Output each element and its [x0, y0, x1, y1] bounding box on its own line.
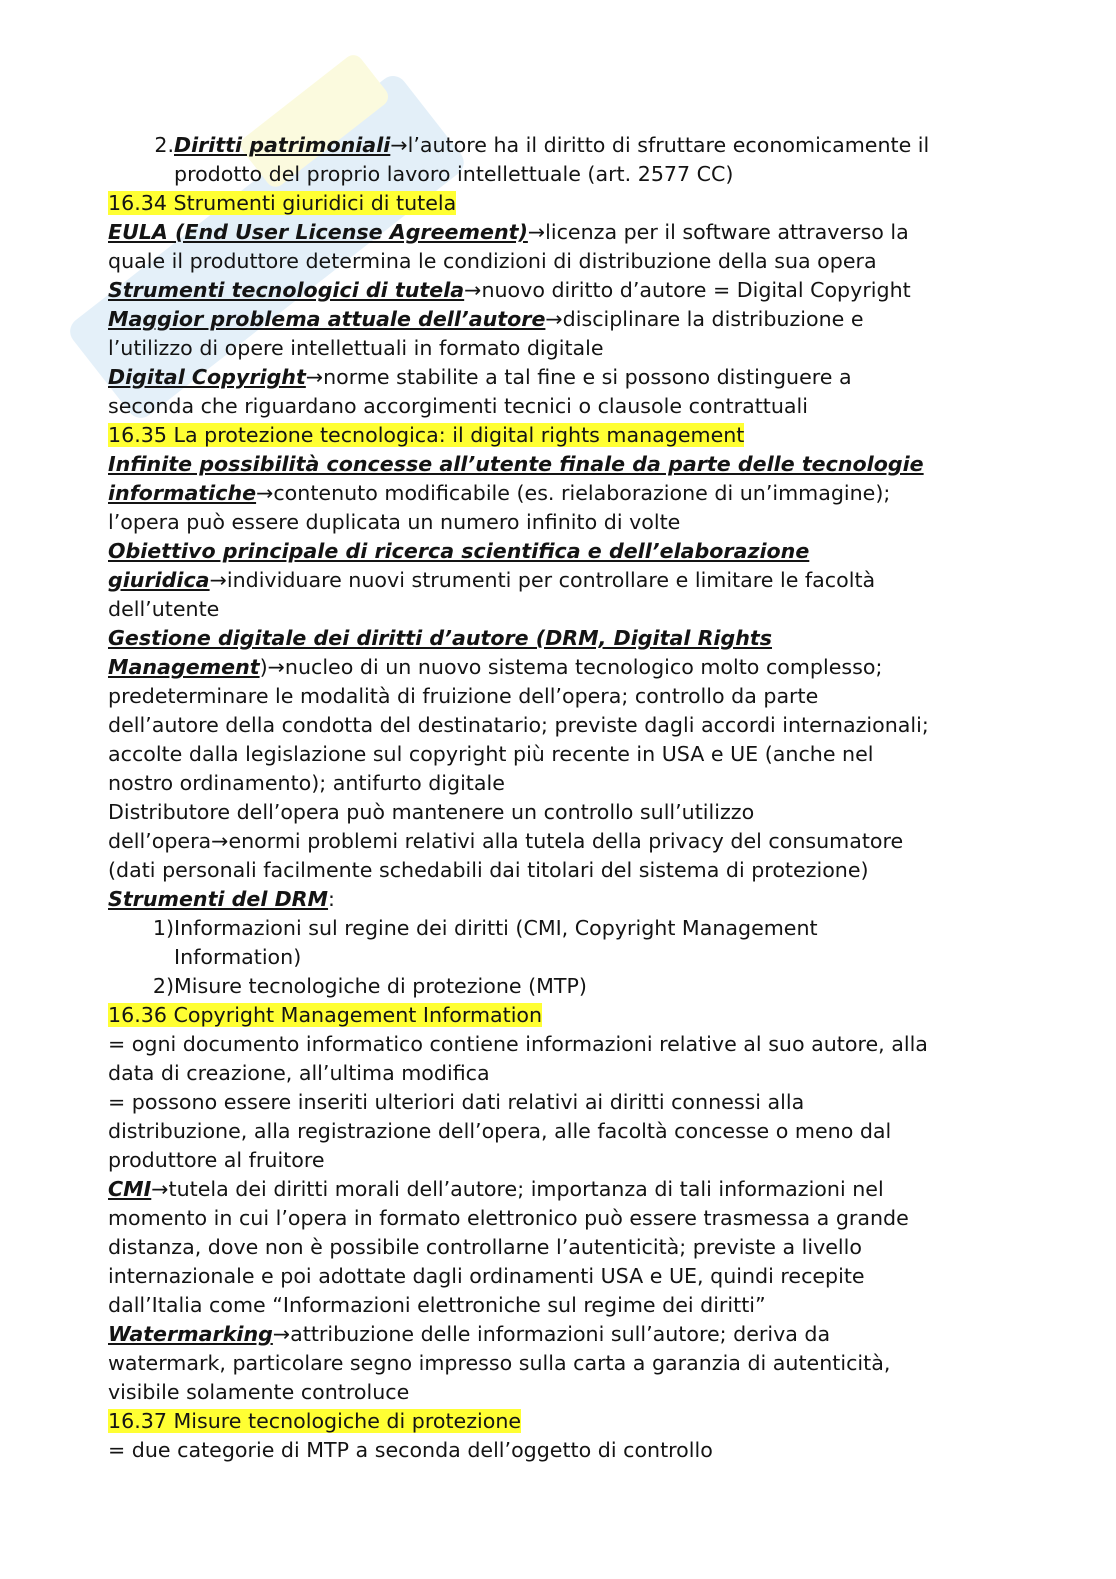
arrow-icon: →	[390, 133, 408, 157]
term-gestione-digitale: Gestione digitale dei diritti d’autore (DRM, Digital Rights	[108, 626, 772, 650]
section-heading-16-34: 16.34 Strumenti giuridici di tutela	[108, 191, 457, 215]
section-heading-16-36: 16.36 Copyright Management Information	[108, 1003, 543, 1027]
term-infinite-possibilita: Infinite possibilità concesse all’utente finale da parte delle tecnologie	[108, 452, 924, 476]
term-diritti-patrimoniali: Diritti patrimoniali	[174, 133, 391, 157]
arrow-icon: →	[267, 655, 285, 679]
arrow-icon: →	[151, 1177, 169, 1201]
term-maggior-problema: Maggior problema attuale dell’autore	[108, 307, 546, 331]
arrow-icon: →	[209, 568, 227, 592]
arrow-icon: →	[256, 481, 274, 505]
section-heading-16-37: 16.37 Misure tecnologiche di protezione	[108, 1409, 522, 1433]
term-digital-copyright: Digital Copyright	[108, 365, 306, 389]
arrow-icon: →	[464, 278, 482, 302]
term-obiettivo-principale: Obiettivo principale di ricerca scientifica e dell’elaborazione	[108, 539, 810, 563]
term-strumenti-drm: Strumenti del DRM	[108, 887, 329, 911]
list-item-cmi: 1) Informazioni sul regine dei diritti (CMI, Copyright Management	[152, 916, 818, 940]
list-item-diritti-patrimoniali: 2. Diritti patrimoniali→l’autore ha il diritto di sfruttare economicamente il	[154, 133, 930, 157]
term-watermarking: Watermarking	[108, 1322, 273, 1346]
document-page: 2. Diritti patrimoniali→l’autore ha il diritto di sfruttare economicamente il prodotto del proprio lavoro intellettuale (art. 2577 CC) 16.34 Strumenti giuridici di tutela EULA (End User License Agreement)→licenza per il software attraverso la quale il produttore determina le condizioni di distribuzione della sua opera Strumenti tecnologici di tutela→nuovo diritto d’autore = Digital Copyright Maggior problema attuale dell’autore→disciplinare la distribuzione e l’utilizzo di opere intellettuali in formato digitale Digital Copyright→norme stabilite a tal fine e si possono distinguere a seconda che riguardano accorgimenti tecnici o clausole contrattuali 16.35 La protezione tecnologica: il digital rights management Infinite possibilità concesse all’utente finale da parte delle tecnologie informatiche→contenuto modificabile (es. rielaborazione di un’immagine); l’opera può essere duplicata un numero infinito di volte Obiettivo principale di ricerca scientifica e dell’elaborazione giuridica→individuare nuovi strumenti per controllare e limitare le facoltà dell’utente Gestione digitale dei diritti d’autore (DRM, Digital Rights Management)→nucleo di un nuovo sistema tecnologico molto complesso; predeterminare le modalità di fruizione dell’opera; controllo da parte dell’autore della condotta del destinatario; previste dagli accordi internazionali; accolte dalla legislazione sul copyright più recente in USA e UE (anche nel nostro ordinamento); antifurto digitale Distributore dell’opera può mantenere un controllo sull’utilizzo dell’opera→enormi problemi relativi alla tutela della privacy del consumatore (dati personali facilmente schedabili dai titolari del sistema di protezione) Strumenti del DRM: 1) Informazioni sul regine dei diritti (CMI, Copyright Management Information) 2) Misure tecnologiche di protezione (MTP) 16.36 Copyright Management Information = ogni documento informatico contiene informazioni relative al suo autore, alla data di creazione, all’ultima modifica = possono essere inseriti ulteriori dati relativi ai diritti connessi alla distribuzione, alla registrazione dell’opera, alle facoltà concesse o meno dal produttore al fruitore CMI→tutela dei diritti morali dell’autore; importanza di tali informazioni nel momento in cui l’opera in formato elettronico può essere trasmessa a grande distanza, dove non è possibile controllarne l’autenticità; previste a livello internazionale e poi adottate dagli ordinamenti USA e UE, quindi recepite dall’Italia come “Informazioni elettroniche sul regime dei diritti” Watermarking→attribuzione delle informazioni sull’autore; deriva da watermark, particolare segno impresso sulla carta a garanzia di autenticità, visibile solamente controluce 16.37 Misure tecnologiche di protezione = due categorie di MTP a seconda dell’oggetto di controllo	[108, 131, 1008, 1465]
term-strumenti-tecnologici: Strumenti tecnologici di tutela	[108, 278, 465, 302]
term-eula: EULA (End User License Agreement)	[108, 220, 528, 244]
arrow-icon: →	[305, 365, 324, 389]
arrow-icon: →	[527, 220, 546, 244]
term-cmi: CMI	[108, 1177, 152, 1201]
arrow-icon: →	[211, 829, 229, 853]
list-item-mtp: 2) Misure tecnologiche di protezione (MTP)	[152, 974, 587, 998]
section-heading-16-35: 16.35 La protezione tecnologica: il digital rights management	[108, 423, 745, 447]
arrow-icon: →	[272, 1322, 291, 1346]
arrow-icon: →	[545, 307, 563, 331]
